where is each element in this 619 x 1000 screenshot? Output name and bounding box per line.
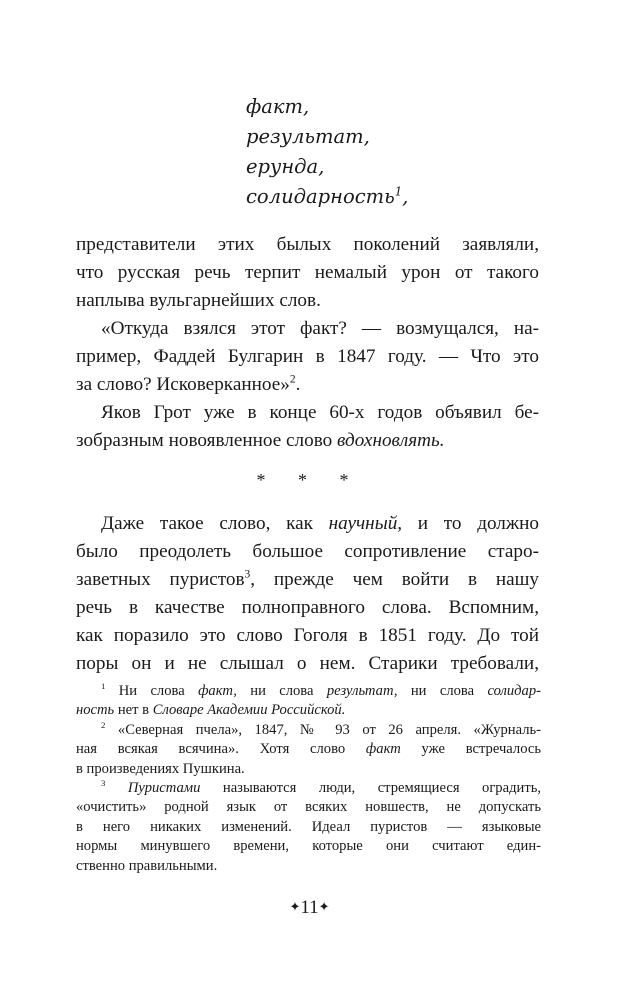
text-line: пример, Фаддей Булгарин в 1847 году. — Что это bbox=[76, 346, 539, 367]
text-run: и то должно bbox=[402, 513, 540, 534]
italic-word: факт, bbox=[198, 683, 237, 699]
text-line: наплыва вульгарнейших слов. bbox=[76, 290, 321, 311]
footnote-number: 2 bbox=[101, 719, 106, 730]
footnote-ref: 3 bbox=[244, 568, 251, 581]
text-line: поры он и не слышал о нем. Старики требовали, bbox=[76, 653, 539, 674]
page-number bbox=[0, 897, 619, 919]
text-run: ная всякая всячина». Хотя слово bbox=[76, 741, 366, 758]
word-list-item: ерунда, bbox=[246, 155, 325, 178]
footnote-number: 1 bbox=[101, 681, 106, 692]
italic-word: факт bbox=[365, 741, 401, 758]
word-list-item bbox=[246, 182, 408, 212]
text-line: Яков Грот уже в конце 60-х годов объявил бе- bbox=[101, 402, 539, 423]
text-run: Даже такое слово, как bbox=[101, 513, 329, 534]
page-number-text: 11 bbox=[300, 897, 319, 918]
text-line: как поразило это слово Гоголя в 1851 году. До той bbox=[76, 625, 539, 646]
section-separator: * * * bbox=[256, 470, 363, 490]
footnote-2-line bbox=[76, 740, 541, 759]
footnote-2-line: в произведениях Пушкина. bbox=[76, 760, 245, 777]
text-run: , прежде чем войти в нашу bbox=[250, 569, 539, 590]
italic-word: научный, bbox=[328, 513, 403, 534]
footnote-2-line bbox=[76, 721, 541, 740]
footnote-3-line bbox=[76, 779, 541, 798]
footnote-3-line: нормы минувшего времени, которые они считают един- bbox=[76, 838, 541, 855]
text-line: представители этих былых поколений заявляли, bbox=[76, 234, 539, 255]
footnote-number: 3 bbox=[101, 778, 106, 789]
text-run: ни слова bbox=[397, 683, 488, 699]
text-line bbox=[76, 510, 539, 538]
text-run: зобразным новоявленное слово bbox=[76, 430, 338, 451]
text-line: было преодолеть большое сопротивление старо- bbox=[76, 541, 539, 562]
footnote-1-line bbox=[76, 701, 541, 720]
text-line: что русская речь терпит немалый урон от такого bbox=[76, 262, 539, 283]
italic-word: Пуристами bbox=[105, 779, 201, 796]
text-run: нет в bbox=[114, 702, 153, 719]
text-line: «Откуда взялся этот факт? — возмущался, на- bbox=[101, 318, 539, 339]
italic-word: результат, bbox=[326, 683, 398, 699]
italic-word: Словаре Академии Российской. bbox=[152, 702, 346, 719]
word-list-item: результат, bbox=[246, 125, 370, 148]
footnote-ref: 1 bbox=[394, 184, 403, 199]
footnote-3-line: ственно правильными. bbox=[76, 857, 218, 874]
ornament-left-icon: ✦ bbox=[289, 899, 301, 914]
punct: , bbox=[402, 185, 409, 208]
word-list-item: факт, bbox=[246, 95, 310, 118]
text-run: уже встречалось bbox=[400, 741, 541, 758]
text-line bbox=[76, 371, 539, 399]
italic-word: солидар- bbox=[487, 683, 541, 699]
footnote-3-line: в него никаких изменений. Идеал пуристов — языковые bbox=[76, 818, 541, 835]
footnote-3-line: «очистить» родной язык от всяких новшеств, не допускать bbox=[76, 799, 541, 816]
text-run: ни слова bbox=[236, 683, 327, 699]
ornament-right-icon: ✦ bbox=[318, 899, 330, 914]
text-run: называются люди, стремящиеся оградить, bbox=[200, 779, 541, 796]
text-run: Ни слова bbox=[105, 683, 199, 699]
word-text: солидарность bbox=[246, 185, 395, 208]
punct: . bbox=[295, 374, 301, 395]
paragraph-1 bbox=[76, 231, 539, 315]
footnote-ref: 2 bbox=[289, 373, 296, 386]
text-run: заветных пуристов bbox=[76, 569, 245, 590]
text-line bbox=[76, 427, 539, 455]
text-line bbox=[76, 566, 539, 594]
word-list bbox=[246, 92, 408, 212]
text-run: «Северная пчела», 1847, № 93 от 26 апреля. «Журналь- bbox=[105, 721, 541, 738]
italic-word: вдохновлять. bbox=[337, 430, 445, 451]
paragraph-2 bbox=[76, 315, 539, 399]
text-line: речь в качестве полноправного слова. Вспомним, bbox=[76, 597, 539, 618]
italic-word: ность bbox=[76, 702, 115, 719]
text-run: за слово? Исковерканное» bbox=[76, 374, 290, 395]
footnote-1-line bbox=[76, 682, 541, 701]
footnotes bbox=[76, 682, 541, 876]
paragraph-3 bbox=[76, 399, 539, 455]
paragraph-4 bbox=[76, 510, 539, 678]
